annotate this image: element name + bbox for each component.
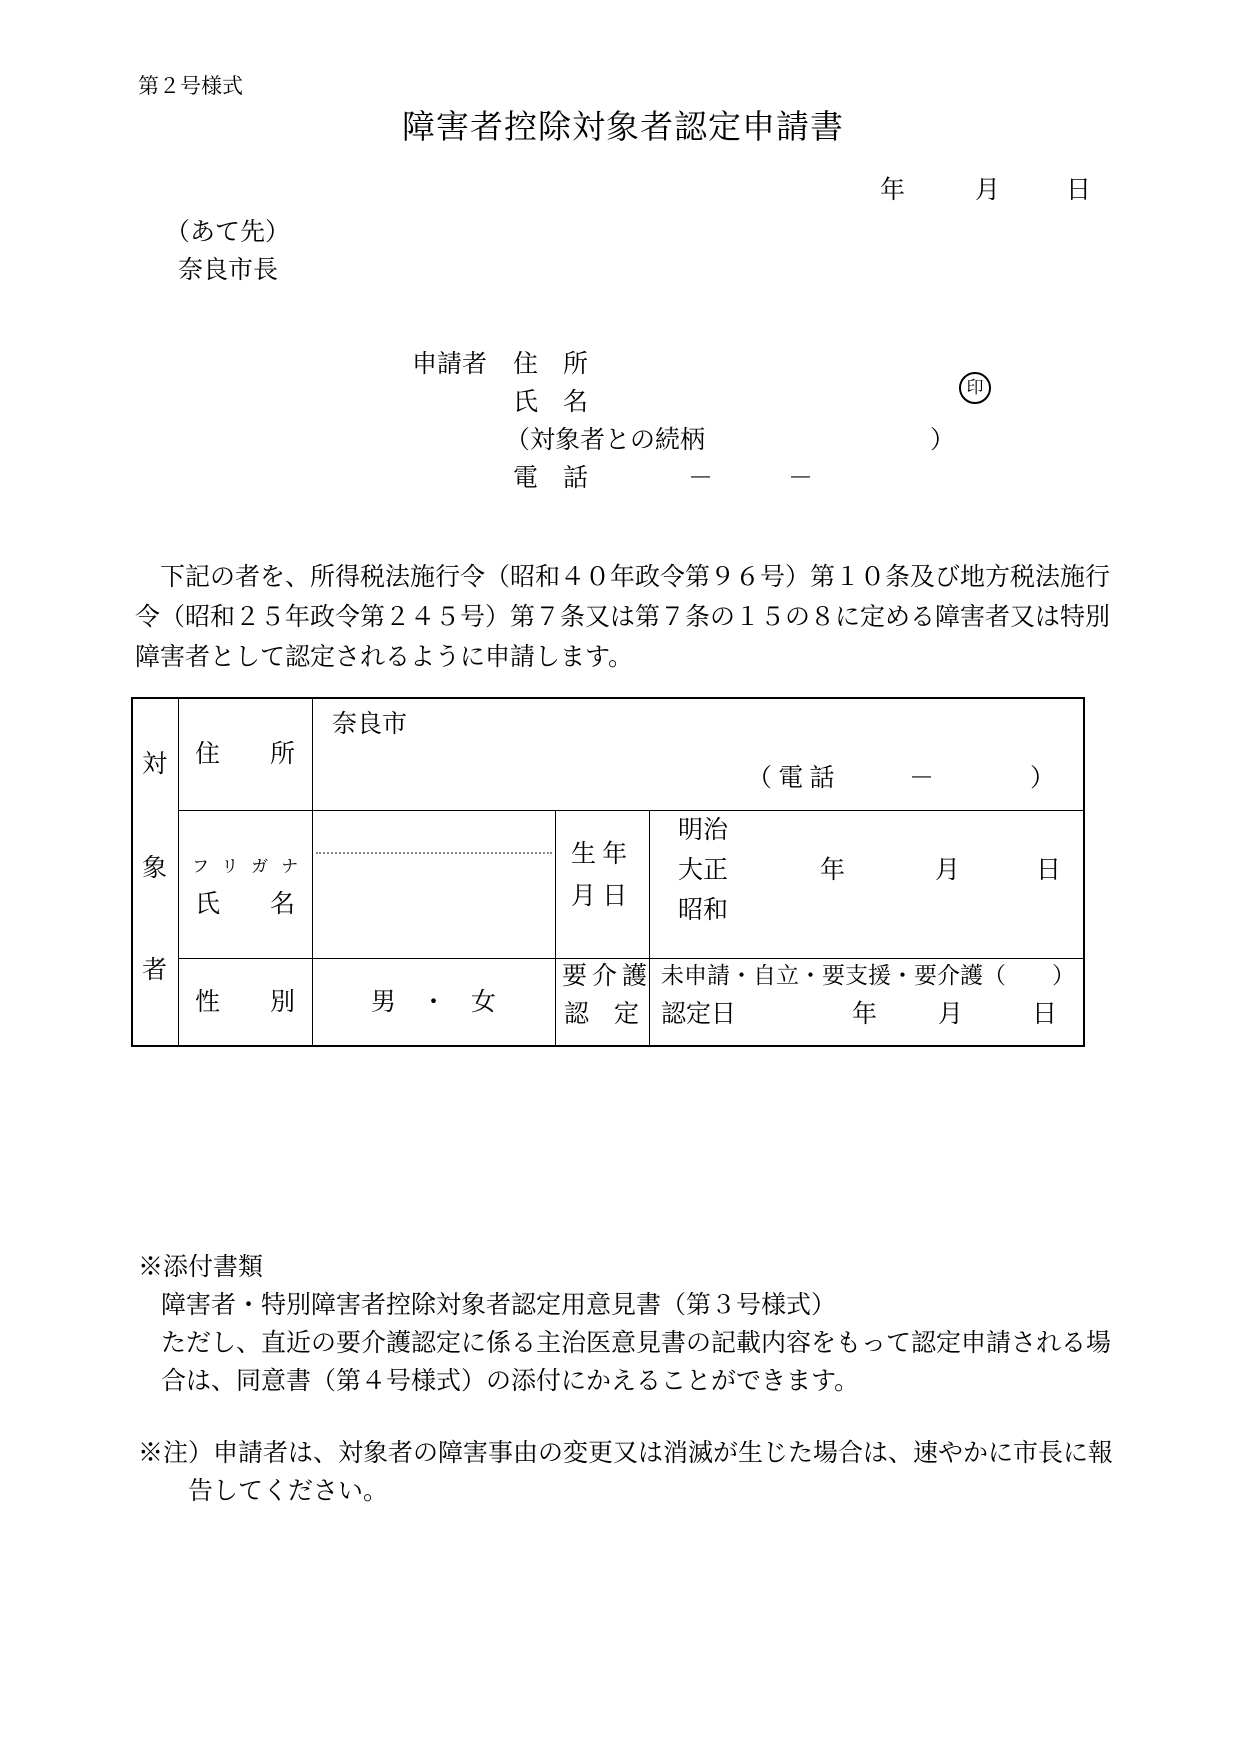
attachments-line-1: 障害者・特別障害者控除対象者認定用意見書（第３号様式） [161, 1292, 837, 1319]
caution-line-1: ※注）申請者は、対象者の障害事由の変更又は消滅が生じた場合は、速やかに市長に報 [138, 1440, 1114, 1467]
attachments-heading: ※添付書類 [138, 1254, 264, 1281]
group-label-char-1: 対 [142, 751, 168, 778]
address-phone-close: ） [1030, 765, 1056, 792]
address-row-label: 住 所 [195, 741, 296, 768]
table-vline-group [178, 699, 179, 1045]
group-label-char-3: 者 [142, 957, 168, 984]
date-month-label: 月 [975, 177, 1001, 204]
applicant-address-label: 住 所 [513, 351, 589, 378]
table-hline-row2 [178, 958, 1084, 959]
addressee: 奈良市長 [178, 257, 279, 284]
applicant-name-label: 氏 名 [513, 389, 589, 416]
table-vline-label [312, 699, 313, 1045]
seal-mark-icon: 印 [959, 372, 991, 404]
address-phone-prefix: （ 電 話 [747, 765, 835, 792]
birth-label-bottom: 月 日 [571, 883, 628, 910]
era-showa: 昭和 [678, 897, 729, 924]
body-line-2: 令（昭和２５年政令第２４５号）第７条又は第７条の１５の８に定める障害者又は特別 [135, 604, 1111, 631]
attachments-line-2: ただし、直近の要介護認定に係る主治医意見書の記載内容をもって認定申請される場 [161, 1330, 1112, 1357]
body-line-3: 障害者として認定されるように申請します。 [135, 644, 634, 671]
name-row-label: 氏 名 [195, 891, 296, 918]
cert-month-label: 月 [938, 1001, 964, 1028]
body-line-1: 下記の者を、所得税法施行令（昭和４０年政令第９６号）第１０条及び地方税法施行 [135, 564, 1111, 591]
furigana-dotted-line [316, 852, 552, 854]
care-label-top: 要介護 [562, 963, 653, 990]
address-value: 奈良市 [332, 711, 408, 738]
applicant-phone-line: 電 話 － － [513, 465, 814, 492]
applicant-relation-line: （対象者との続柄 ） [505, 427, 956, 454]
cert-day-label: 日 [1032, 1001, 1058, 1028]
form-number: 第２号様式 [138, 74, 243, 98]
date-year-label: 年 [880, 177, 906, 204]
furigana-label: フリガナ [192, 857, 312, 876]
cert-year-label: 年 [852, 1001, 878, 1028]
birth-month-label: 月 [935, 857, 961, 884]
birth-label-top: 生 年 [571, 841, 628, 868]
applicant-label: 申請者 [412, 351, 488, 378]
addressee-note: （あて先） [165, 219, 291, 246]
birth-day-label: 日 [1036, 857, 1062, 884]
era-taisho: 大正 [678, 857, 729, 884]
cert-date-label: 認定日 [661, 1001, 737, 1028]
era-meiji: 明治 [678, 817, 729, 844]
group-label-char-2: 象 [142, 855, 168, 882]
care-options: 未申請・自立・要支援・要介護（ ） [661, 963, 1075, 988]
table-vline-birth2 [649, 810, 650, 1045]
sex-value: 男 ・ 女 [371, 989, 497, 1016]
table-hline-row1 [178, 810, 1084, 811]
page-title: 障害者控除対象者認定申請書 [402, 110, 844, 146]
attachments-line-3: 合は、同意書（第４号様式）の添付にかえることができます。 [161, 1368, 860, 1395]
sex-row-label: 性 別 [195, 989, 296, 1016]
care-label-bottom: 認 定 [564, 1001, 640, 1028]
date-day-label: 日 [1066, 177, 1092, 204]
table-vline-birth [555, 810, 556, 1045]
address-phone-dash: － [909, 765, 935, 792]
birth-year-label: 年 [820, 857, 846, 884]
caution-line-2: 告してください。 [188, 1478, 389, 1505]
